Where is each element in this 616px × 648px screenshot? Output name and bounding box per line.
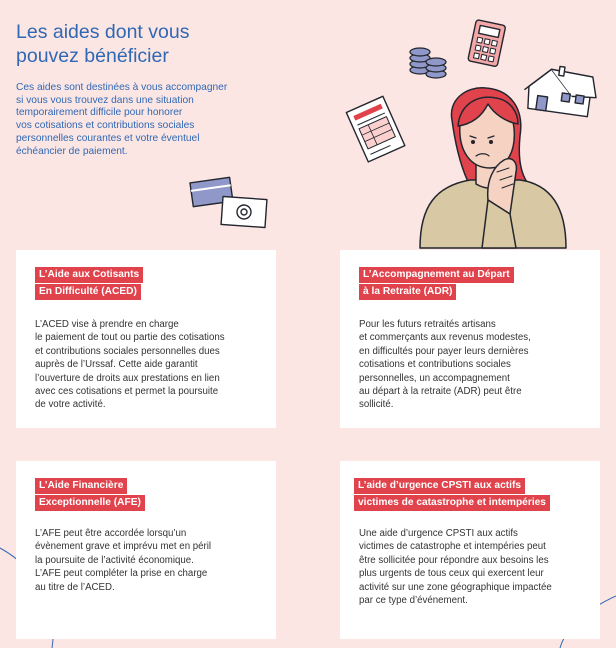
coins-icon: [410, 48, 446, 78]
card-body: [35, 527, 211, 594]
card-body-line: Une aide d’urgence CPSTI aux actifs: [359, 528, 518, 539]
card-title-line: L’aide d’urgence CPSTI aux actifs: [354, 478, 525, 494]
card-body-line: au titre de l’ACED.: [35, 581, 115, 593]
card-body-line: L’AFE peut compléter la prise en charge: [35, 568, 208, 580]
intro-line: si vous vous trouvez dans une situation: [16, 94, 194, 106]
card-title-line: L’Aide Financière: [35, 478, 127, 494]
card-body-line: victimes de catastrophe et intempéries peut: [359, 541, 546, 553]
card-body-line: au départ à la retraite (ADR) peut être: [359, 386, 522, 398]
card-body-line: sollicité.: [359, 399, 394, 411]
worried-woman-icon: [420, 88, 566, 248]
card-body-line: l’ouverture de droits aux prestations en lien: [35, 372, 220, 384]
page-title-line: pouvez bénéficier: [16, 45, 169, 67]
card-title-line: L’Accompagnement au Départ: [359, 267, 514, 283]
card-title-line: L’Aide aux Cotisants: [35, 267, 143, 283]
card-title-line: à la Retraite (ADR): [359, 284, 456, 300]
card-adr: [340, 250, 600, 428]
house-icon: [522, 62, 600, 118]
card-body: [35, 318, 225, 412]
card-aced: [16, 250, 276, 428]
card-body-line: avec ces cotisations et permet la poursuite: [35, 386, 219, 398]
card-body: [359, 318, 531, 412]
card-title-line: En Difficulté (ACED): [35, 284, 141, 300]
card-body-line: L’AFE peut être accordée lorsqu’un: [35, 528, 187, 539]
document-icon: [346, 96, 405, 162]
intro-line: temporairement difficile pour honorer: [16, 107, 183, 119]
card-body-line: et contributions sociales personnelles dues: [35, 345, 220, 357]
card-body-line: personnelles, un accompagnement: [359, 372, 510, 384]
intro-line: vos cotisations et contributions sociales: [16, 120, 195, 132]
intro-line: personnelles courantes et votre éventuel: [16, 132, 200, 144]
banknotes-icon: [190, 177, 267, 227]
card-cpsti: [340, 461, 600, 639]
card-body-line: cotisations et contributions sociales: [359, 359, 511, 371]
card-body-line: être sollicitée pour répondre aux besoins les: [359, 554, 549, 566]
card-body-line: de votre activité.: [35, 399, 106, 411]
calculator-icon: [468, 20, 506, 67]
card-body: [359, 527, 552, 607]
card-title-line: Exceptionnelle (AFE): [35, 495, 145, 511]
card-body-line: plus urgents de tous ceux qui exercent leur: [359, 568, 544, 580]
card-body-line: et commerçants aux revenus modestes,: [359, 332, 531, 344]
card-body-line: la poursuite de l’activité économique.: [35, 554, 194, 566]
card-body-line: évènement grave et imprévu met en péril: [35, 541, 212, 553]
card-title-badge: [35, 478, 145, 512]
intro-line: échéancier de paiement.: [16, 145, 128, 157]
intro-line: Ces aides sont destinées à vous accompagner: [16, 82, 228, 93]
page-title-line: Les aides dont vous: [16, 21, 190, 43]
card-body-line: Pour les futurs retraités artisans: [359, 319, 496, 330]
card-afe: [16, 461, 276, 639]
card-body-line: activité sur une zone géographique impactée: [359, 581, 552, 593]
card-body-line: L’ACED vise à prendre en charge: [35, 319, 179, 330]
card-body-line: auprès de l’Urssaf. Cette aide garantit: [35, 359, 198, 371]
card-body-line: par ce type d’événement.: [359, 595, 468, 607]
card-body-line: en difficultés pour payer leurs dernières: [359, 345, 529, 357]
card-body-line: le paiement de tout ou partie des cotisations: [35, 332, 225, 344]
card-title-badge: [359, 267, 514, 301]
card-title-line: victimes de catastrophe et intempéries: [354, 495, 550, 511]
card-title-badge: [35, 267, 143, 301]
card-title-badge: [354, 478, 550, 512]
